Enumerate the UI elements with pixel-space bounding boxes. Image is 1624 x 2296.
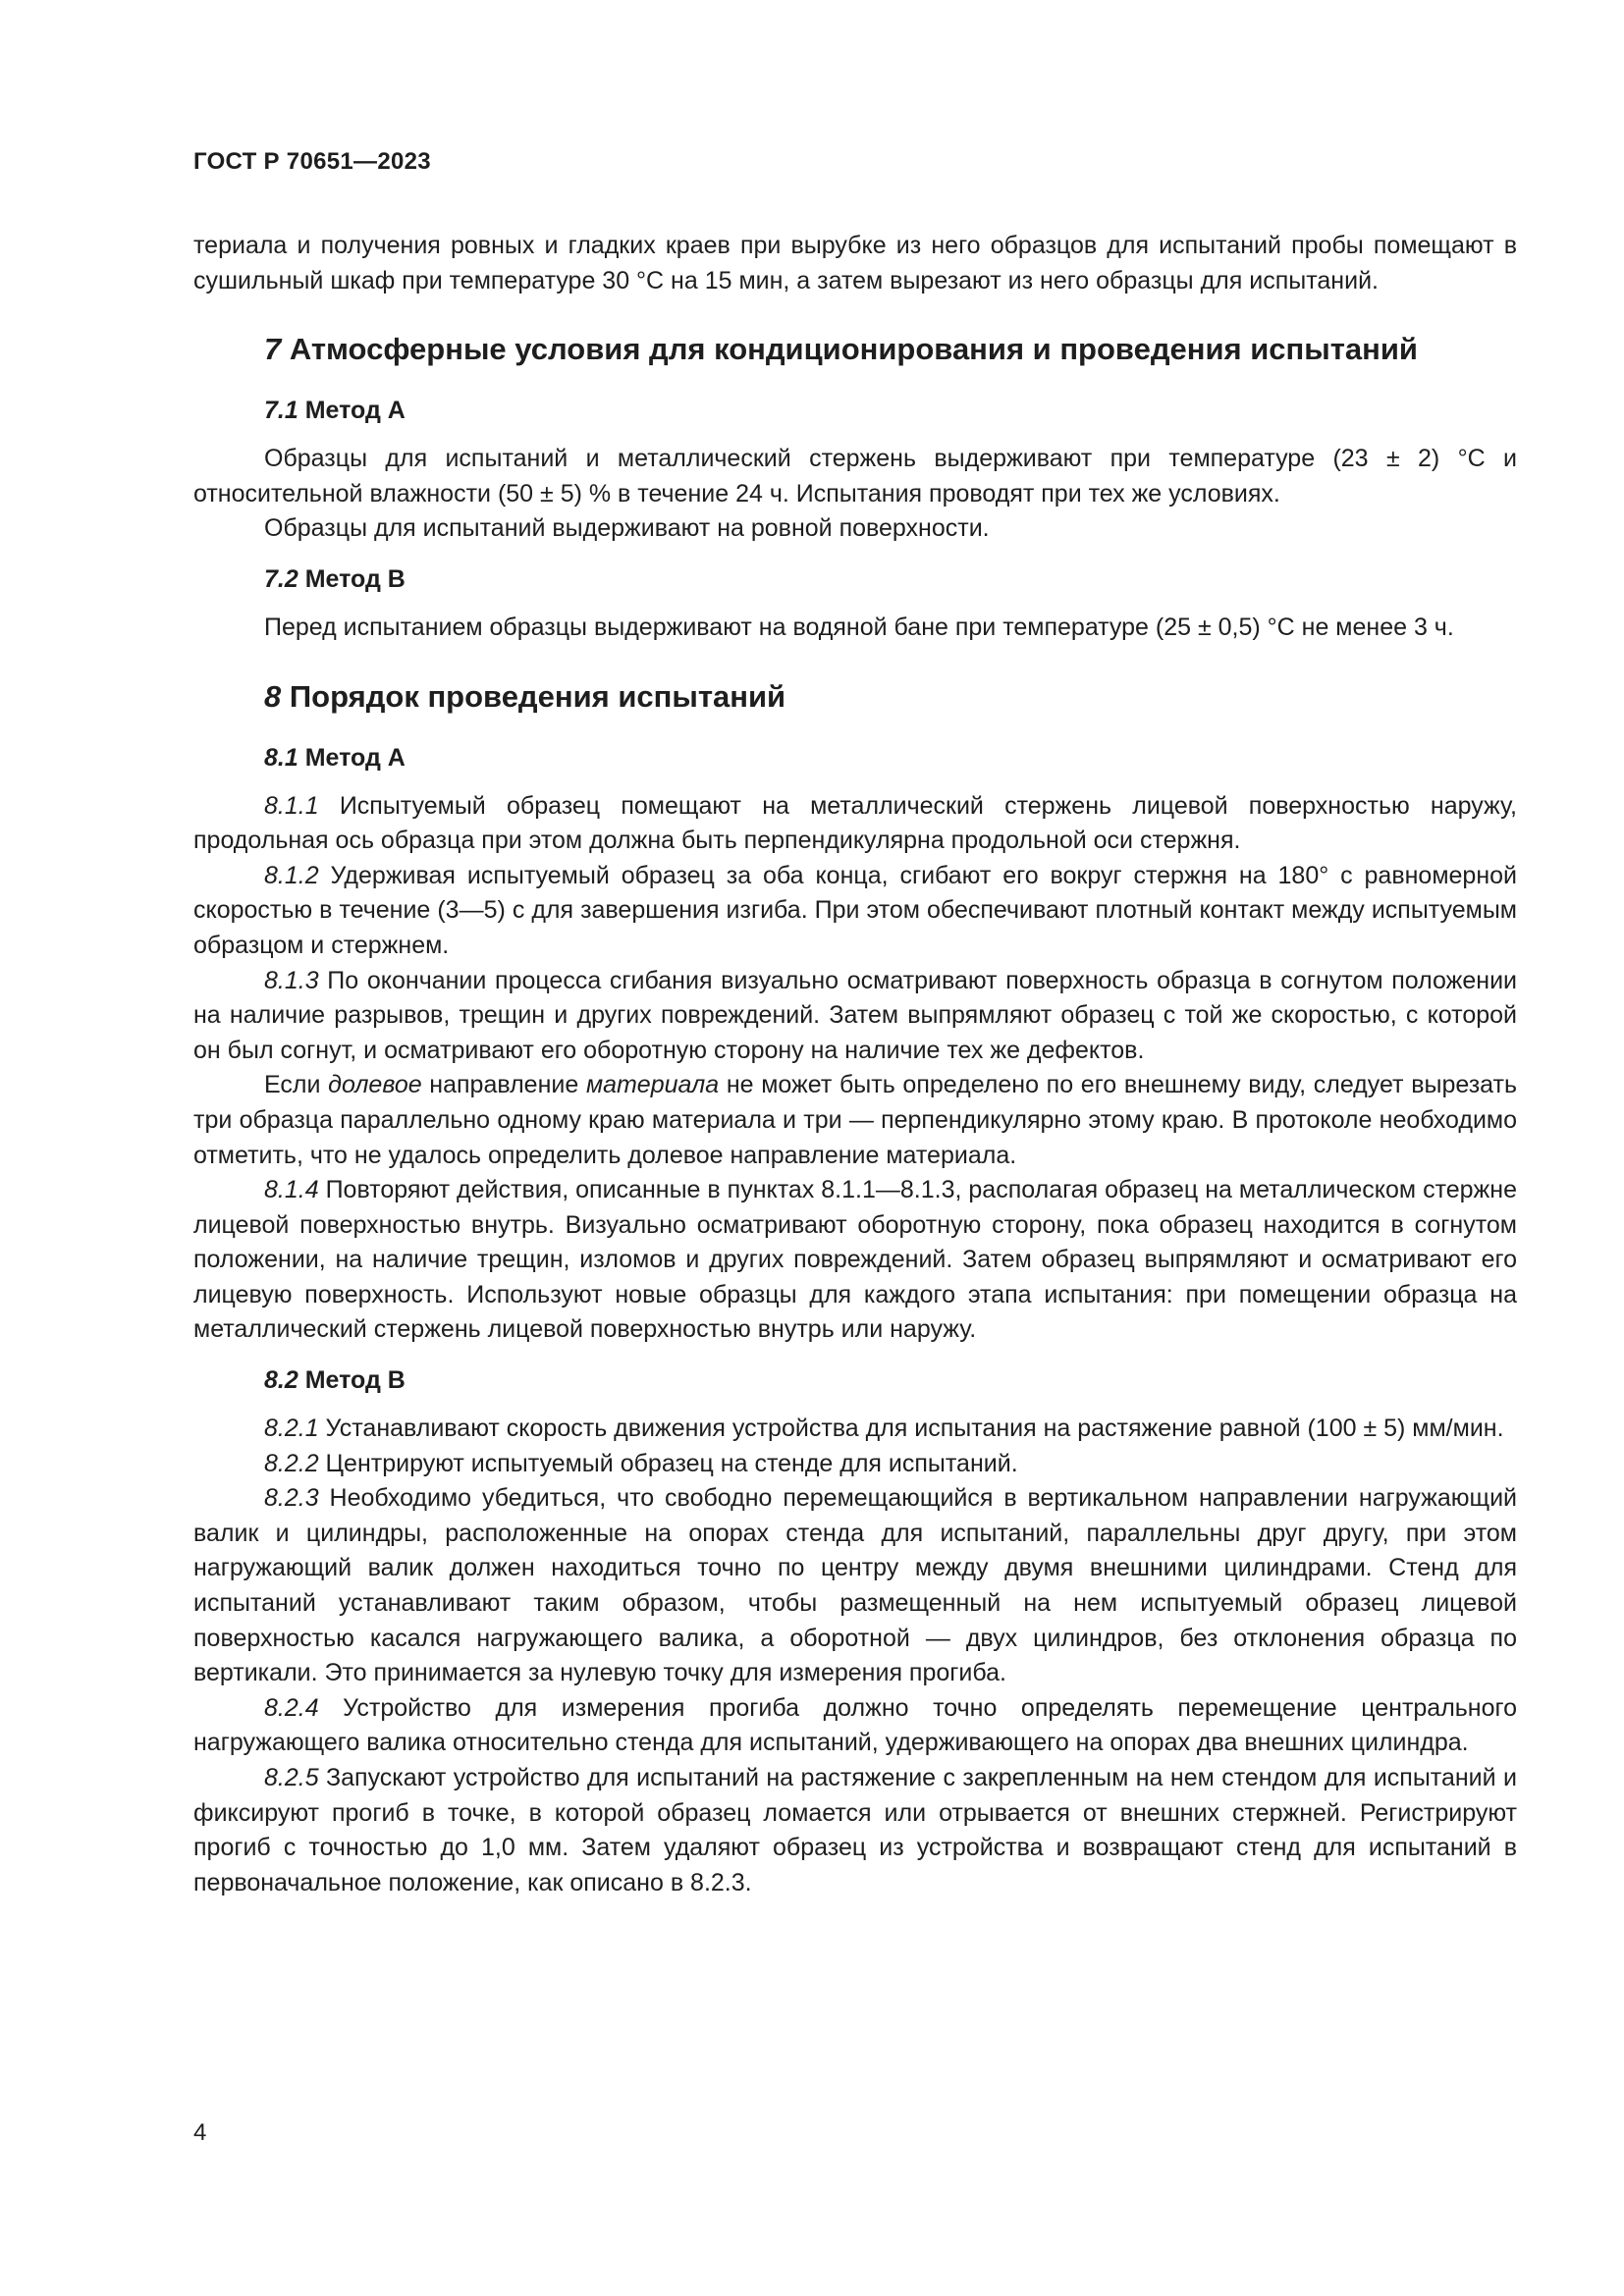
section-title: Порядок проведения испытаний xyxy=(289,678,786,714)
section-7-heading xyxy=(264,330,1517,368)
subsection-number: 7.1 xyxy=(264,397,298,425)
note-text-part: Если xyxy=(264,1071,329,1099)
clause-text: Устройство для измерения прогиба должно точно определять перемещение центрального нагружающего валика относительно стенда для испытаний, удерживающего на опорах два внешних цилиндра. xyxy=(193,1693,1517,1757)
note-text-part: направление xyxy=(421,1071,586,1099)
clause-number: 8.1.1 xyxy=(264,791,319,820)
subsection-title: Метод А xyxy=(304,743,406,772)
paragraph-continuation: териала и получения ровных и гладких краев при вырубке из него образцов для испытаний пробы помещают в сушильный шкаф при температуре 30 °C на 15 мин, а затем вырезают из него образцы для испытаний. xyxy=(193,232,1517,294)
document-code: ГОСТ Р 70651—2023 xyxy=(193,148,431,175)
document-page xyxy=(193,147,1517,1900)
clause-8-1-4 xyxy=(193,1173,1517,1348)
paragraph-grain-direction-note xyxy=(193,1068,1517,1173)
clause-8-1-3 xyxy=(193,964,1517,1069)
note-emphasis: долевое xyxy=(328,1071,422,1099)
subsection-number: 7.2 xyxy=(264,564,298,593)
note-text-part: не может быть определено по его внешнему виду, следует вырезать три образца параллельно одному краю материала и три — перпендикулярно этому краю. В протоколе необходимо отметить, что не удалось определить долевое направление материала. xyxy=(193,1071,1517,1169)
clause-number: 8.1.4 xyxy=(264,1176,319,1204)
clause-text: Необходимо убедиться, что свободно перемещающийся в вертикальном направлении нагружающий валик и цилиндры, расположенные на опорах стенда для испытаний, параллельны друг другу, при этом нагружающий валик должен находиться точно по центру между двумя внешними цилиндрами. Стенд для испытаний устанавливают таким образом, чтобы размещенный на нем испытуемый образец лицевой поверхностью касался нагружающего валика, а оборотной — двух цилиндров, без отклонения образца по вертикали. Это принимается за нулевую точку для измерения прогиба. xyxy=(193,1484,1517,1687)
subsection-number: 8.2 xyxy=(264,1366,298,1395)
section-number: 7 xyxy=(264,332,282,367)
clause-8-1-2 xyxy=(193,859,1517,964)
clause-text: Запускают устройство для испытаний на растяжение с закрепленным на нем стендом для испытаний и фиксируют прогиб в точке, в которой образец ломается или отрывается от внешних стержней. Регистрируют прогиб с точностью до 1,0 мм. Затем удаляют образец из устройства и возвращают стенд для испытаний в первоначальное положение, как описано в 8.2.3. xyxy=(193,1764,1517,1896)
clause-text: Центрируют испытуемый образец на стенде для испытаний. xyxy=(318,1449,1018,1477)
subsection-8-1-heading xyxy=(264,741,1517,775)
clause-text: Удерживая испытуемый образец за оба конца, сгибают его вокруг стержня на 180° с равномерной скоростью в течение (3—5) с для завершения изгиба. При этом обеспечивают плотный контакт между испытуемым образцом и стержнем. xyxy=(193,861,1517,959)
clause-8-2-1 xyxy=(193,1412,1517,1447)
clause-number: 8.2.2 xyxy=(264,1449,319,1477)
subsection-7-1-heading xyxy=(264,394,1517,428)
section-number: 8 xyxy=(264,678,282,714)
clause-number: 8.1.2 xyxy=(264,861,319,889)
paragraph-7-1-surface: Образцы для испытаний выдерживают на ровной поверхности. xyxy=(264,514,990,543)
subsection-title: Метод В xyxy=(304,1366,406,1395)
clause-number: 8.2.3 xyxy=(264,1484,319,1513)
subsection-number: 8.1 xyxy=(264,743,298,772)
clause-8-2-4 xyxy=(193,1691,1517,1761)
clause-8-2-3 xyxy=(193,1481,1517,1691)
subsection-8-2-heading xyxy=(264,1363,1517,1398)
section-title: Атмосферные условия для кондиционирования и проведения испытаний xyxy=(289,332,1418,367)
clause-number: 8.1.3 xyxy=(264,966,319,994)
clause-8-2-5 xyxy=(193,1761,1517,1900)
paragraph-7-1-conditions: Образцы для испытаний и металлический стержень выдерживают при температуре (23 ± 2) °C и относительной влажности (50 ± 5) % в течение 24 ч. Испытания проводят при тех же условиях. xyxy=(193,445,1517,507)
clause-number: 8.2.5 xyxy=(264,1764,319,1791)
clause-text: Повторяют действия, описанные в пунктах 8.1.1—8.1.3, располагая образец на металлическом стержне лицевой поверхностью внутрь. Визуально осматривают оборотную сторону, пока образец находится в согнутом положении, на наличие трещин, изломов и других повреждений. Затем образец выпрямляют и осматривают его лицевую поверхность. Используют новые образцы для каждого этапа испытания: при помещении образца на металлический стержень лицевой поверхностью внутрь или наружу. xyxy=(193,1176,1517,1344)
paragraph-7-2-water-bath: Перед испытанием образцы выдерживают на водяной бане при температуре (25 ± 0,5) °C не менее 3 ч. xyxy=(264,613,1454,641)
subsection-7-2-heading xyxy=(264,562,1517,597)
page-number: 4 xyxy=(193,2119,207,2146)
clause-8-2-2 xyxy=(193,1447,1517,1482)
section-8-heading xyxy=(264,677,1517,716)
subsection-title: Метод В xyxy=(304,564,406,593)
note-emphasis: материала xyxy=(585,1071,720,1099)
clause-number: 8.2.4 xyxy=(264,1693,319,1722)
clause-8-1-1 xyxy=(193,789,1517,859)
clause-text: По окончании процесса сгибания визуально осматривают поверхность образца в согнутом положении на наличие разрывов, трещин и других повреждений. Затем выпрямляют образец с той же скоростью, с которой он был согнут, и осматривают его оборотную сторону на наличие тех же дефектов. xyxy=(193,966,1517,1064)
clause-number: 8.2.1 xyxy=(264,1415,319,1443)
clause-text: Испытуемый образец помещают на металлический стержень лицевой поверхностью наружу, продольная ось образца при этом должна быть перпендикулярна продольной оси стержня. xyxy=(193,791,1517,855)
clause-text: Устанавливают скорость движения устройства для испытания на растяжение равной (100 ± 5) мм/мин. xyxy=(318,1415,1504,1443)
subsection-title: Метод А xyxy=(304,397,406,425)
